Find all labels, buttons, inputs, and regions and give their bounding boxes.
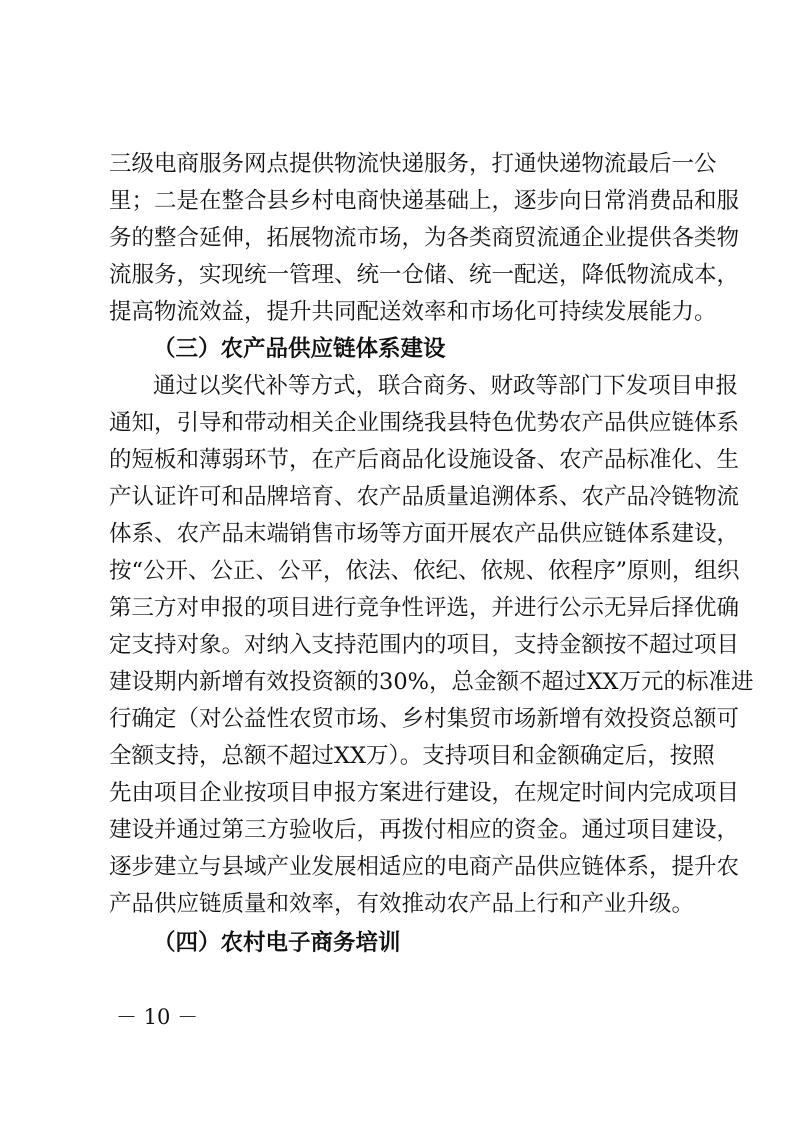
paragraph-line: 全额支持，总额不超过XX万）。支持项目和金额确定后，按照 xyxy=(109,743,715,769)
paragraph-line: 的短板和薄弱环节，在产后商品化设施设备、农产品标准化、生 xyxy=(109,447,740,473)
paragraph-line: 产品供应链质量和效率，有效推动农产品上行和产业升级。 xyxy=(109,891,695,917)
paragraph-line: 按“公开、公正、公平，依法、依纪、依规、依程序”原则，组织 xyxy=(109,558,740,584)
paragraph-line: 里；二是在整合县乡村电商快递基础上，逐步向日常消费品和服 xyxy=(109,188,740,214)
paragraph-line: 定支持对象。对纳入支持范围内的项目，支持金额按不超过项目 xyxy=(109,632,740,658)
paragraph-line: 务的整合延伸，拓展物流市场，为各类商贸流通企业提供各类物 xyxy=(109,225,740,251)
paragraph-line: 体系、农产品末端销售市场等方面开展农产品供应链体系建设， xyxy=(109,521,740,547)
paragraph-line: 建设期内新增有效投资额的30%，总金额不超过XX万元的标准进 xyxy=(109,669,754,695)
paragraph-line: 逐步建立与县域产业发展相适应的电商产品供应链体系，提升农 xyxy=(109,854,740,880)
paragraph-line: 流服务，实现统一管理、统一仓储、统一配送，降低物流成本， xyxy=(109,262,740,288)
paragraph-line: 通过以奖代补等方式，联合商务、财政等部门下发项目申报 xyxy=(153,373,739,399)
paragraph-line: 建设并通过第三方验收后，再拨付相应的资金。通过项目建设， xyxy=(109,817,740,843)
paragraph-line: 行确定（对公益性农贸市场、乡村集贸市场新增有效投资总额可 xyxy=(109,706,740,732)
paragraph-line: 第三方对申报的项目进行竞争性评选，并进行公示无异后择优确 xyxy=(109,595,740,621)
paragraph-line: 先由项目企业按项目申报方案进行建设，在规定时间内完成项目 xyxy=(109,780,740,806)
section-heading-4: （四）农村电子商务培训 xyxy=(153,930,401,956)
paragraph-line: 提高物流效益，提升共同配送效率和市场化可持续发展能力。 xyxy=(109,299,717,325)
section-heading-3: （三）农产品供应链体系建设 xyxy=(153,336,446,362)
paragraph-line: 三级电商服务网点提供物流快递服务，打通快递物流最后一公 xyxy=(109,151,717,177)
paragraph-line: 产认证许可和品牌培育、农产品质量追溯体系、农产品冷链物流 xyxy=(109,484,740,510)
page-number: － 10 － xyxy=(116,1005,199,1029)
paragraph-line: 通知，引导和带动相关企业围绕我县特色优势农产品供应链体系 xyxy=(109,410,740,436)
